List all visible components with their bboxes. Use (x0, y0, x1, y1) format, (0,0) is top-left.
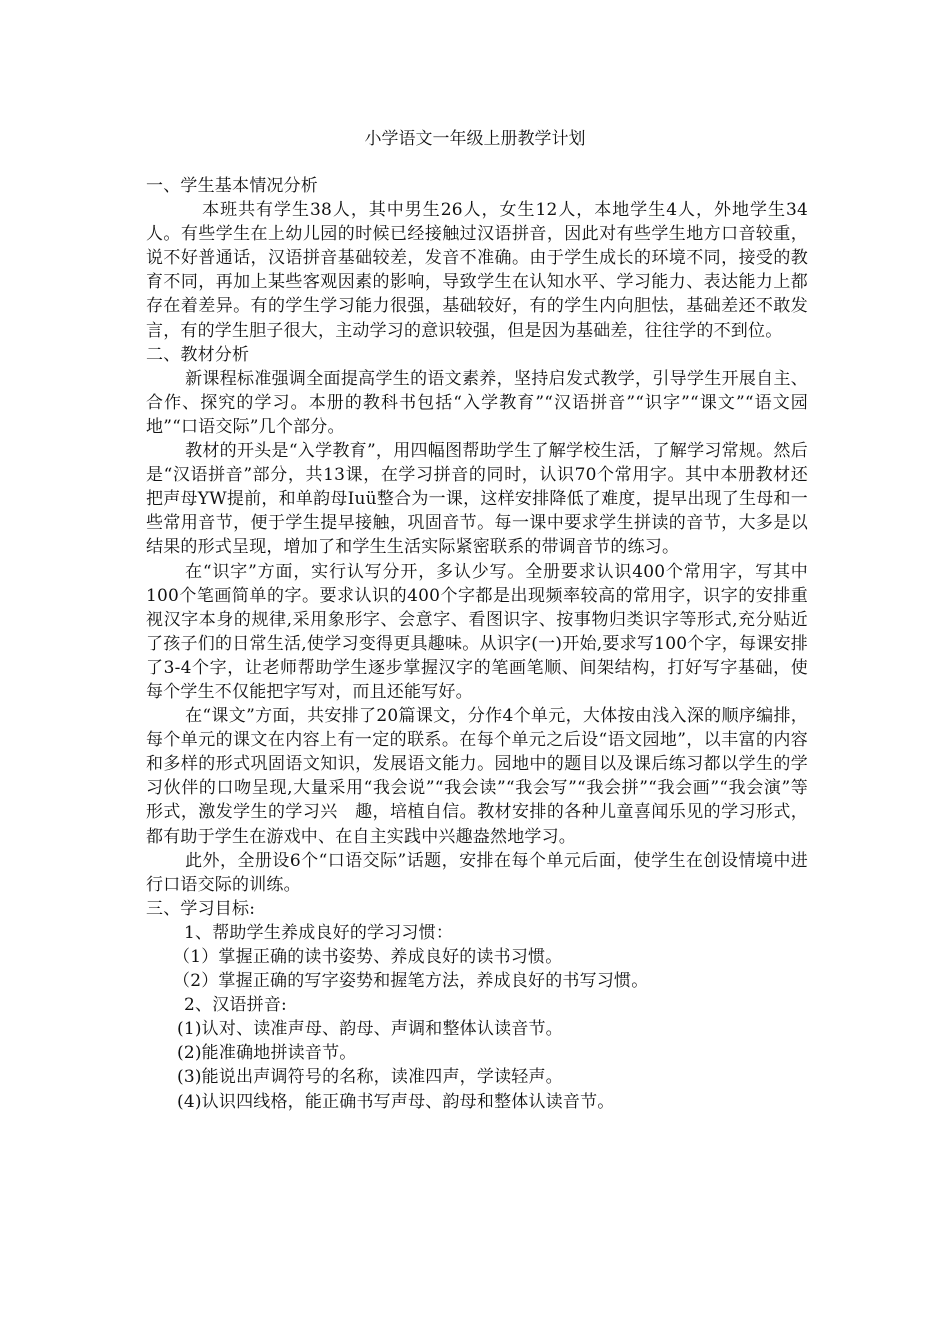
section1-heading: 一、学生基本情况分析 (146, 176, 318, 196)
section2-paragraph-4: 在“课文”方面，共安排了20篇课文，分作4个单元，大体按由浅入深的顺序编排，每个单元的课文在内容上有一定的联系。在每个单元之后设“语文园地”，以丰富的内容和多样的形式巩固语文知识，发展语文能力。园地中的题目以及课后练习都以学生的学习伙伴的口吻呈现,大量采用“我会说”“我会读”“我会写”“我会拼”“我会画”“我会演”等形式，激发学生的学习兴 趣，培植自信。教材安排的各种儿童喜闻乐见的学习形式，都有助于学生在游戏中、在自主实践中兴趣盎然地学习。 (146, 706, 808, 847)
goal-item-1: 1、帮助学生养成良好的学习习惯： (184, 922, 454, 943)
goal-item-1-2: （2）掌握正确的写字姿势和握笔方法，养成良好的书写习惯。 (173, 971, 649, 992)
goal-item-2-3: (3)能说出声调符号的名称，读准四声，学读轻声。 (177, 1067, 563, 1088)
section3-heading: 三、学习目标: (146, 898, 256, 919)
section2-paragraph-5: 此外，全册设6个“口语交际”话题，安排在每个单元后面，使学生在创设情境中进行口语交际的训练。 (146, 850, 808, 895)
document-body (146, 174, 808, 1114)
goal-item-1-1: （1）掌握正确的读书姿势、养成良好的读书习惯。 (173, 947, 563, 967)
section2-paragraph-1: 新课程标准强调全面提高学生的语文素养，坚持启发式教学，引导学生开展自主、合作、探究的学习。本册的教科书包括“入学教育”“汉语拼音”“识字”“课文”“语文园地”“口语交际”几个部分。 (146, 368, 808, 437)
section1-paragraph: 本班共有学生38人，其中男生26人，女生12人，本地学生4人，外地学生34人。有些学生在上幼儿园的时候已经接触过汉语拼音，因此对有些学生地方口音较重，说不好普通话，汉语拼音基础较差，发音不准确。由于学生成长的环境不同，接受的教育不同，再加上某些客观因素的影响，导致学生在认知水平、学习能力、表达能力上都存在着差异。有的学生学习能力很强，基础较好，有的学生内向胆怯，基础差还不敢发言，有的学生胆子很大，主动学习的意识较强，但是因为基础差，往往学的不到位。 (146, 200, 808, 341)
goal-item-2-4: (4)认识四线格，能正确书写声母、韵母和整体认读音节。 (177, 1091, 615, 1112)
section2-paragraph-3: 在“识字”方面，实行认写分开，多认少写。全册要求认识400个常用字，写其中100个笔画简单的字。要求认识的400个字都是出现频率较高的常用字，识字的安排重视汉字本身的规律,采用象形字、会意字、看图识字、按事物归类识字等形式,充分贴近了孩子们的日常生活,使学习变得更具趣味。从识字(一)开始,要求写100个字，每课安排了3-4个字，让老师帮助学生逐步掌握汉字的笔画笔顺、间架结构，打好写字基础，使每个学生不仅能把字写对，而且还能写好。 (146, 561, 808, 702)
section2-heading: 二、教材分析 (146, 344, 250, 365)
goal-item-2-1: (1)认对、读准声母、韵母、声调和整体认读音节。 (177, 1019, 563, 1040)
document-title: 小学语文一年级上册教学计划 (364, 129, 586, 149)
goal-item-2-2: (2)能准确地拼读音节。 (177, 1043, 357, 1064)
section2-paragraph-2: 教材的开头是“入学教育”，用四幅图帮助学生了解学校生活，了解学习常规。然后是“汉语拼音”部分，共13课，在学习拼音的同时，认识70个常用字。其中本册教材还把声母YW提前，和单韵母Iuü整合为一课，这样安排降低了难度，提早出现了生母和一些常用音节，便于学生提早接触，巩固音节。每一课中要求学生拼读的音节，大多是以结果的形式呈现，增加了和学生生活实际紧密联系的带调音节的练习。 (146, 441, 808, 558)
goal-item-2: 2、汉语拼音: (184, 995, 287, 1016)
